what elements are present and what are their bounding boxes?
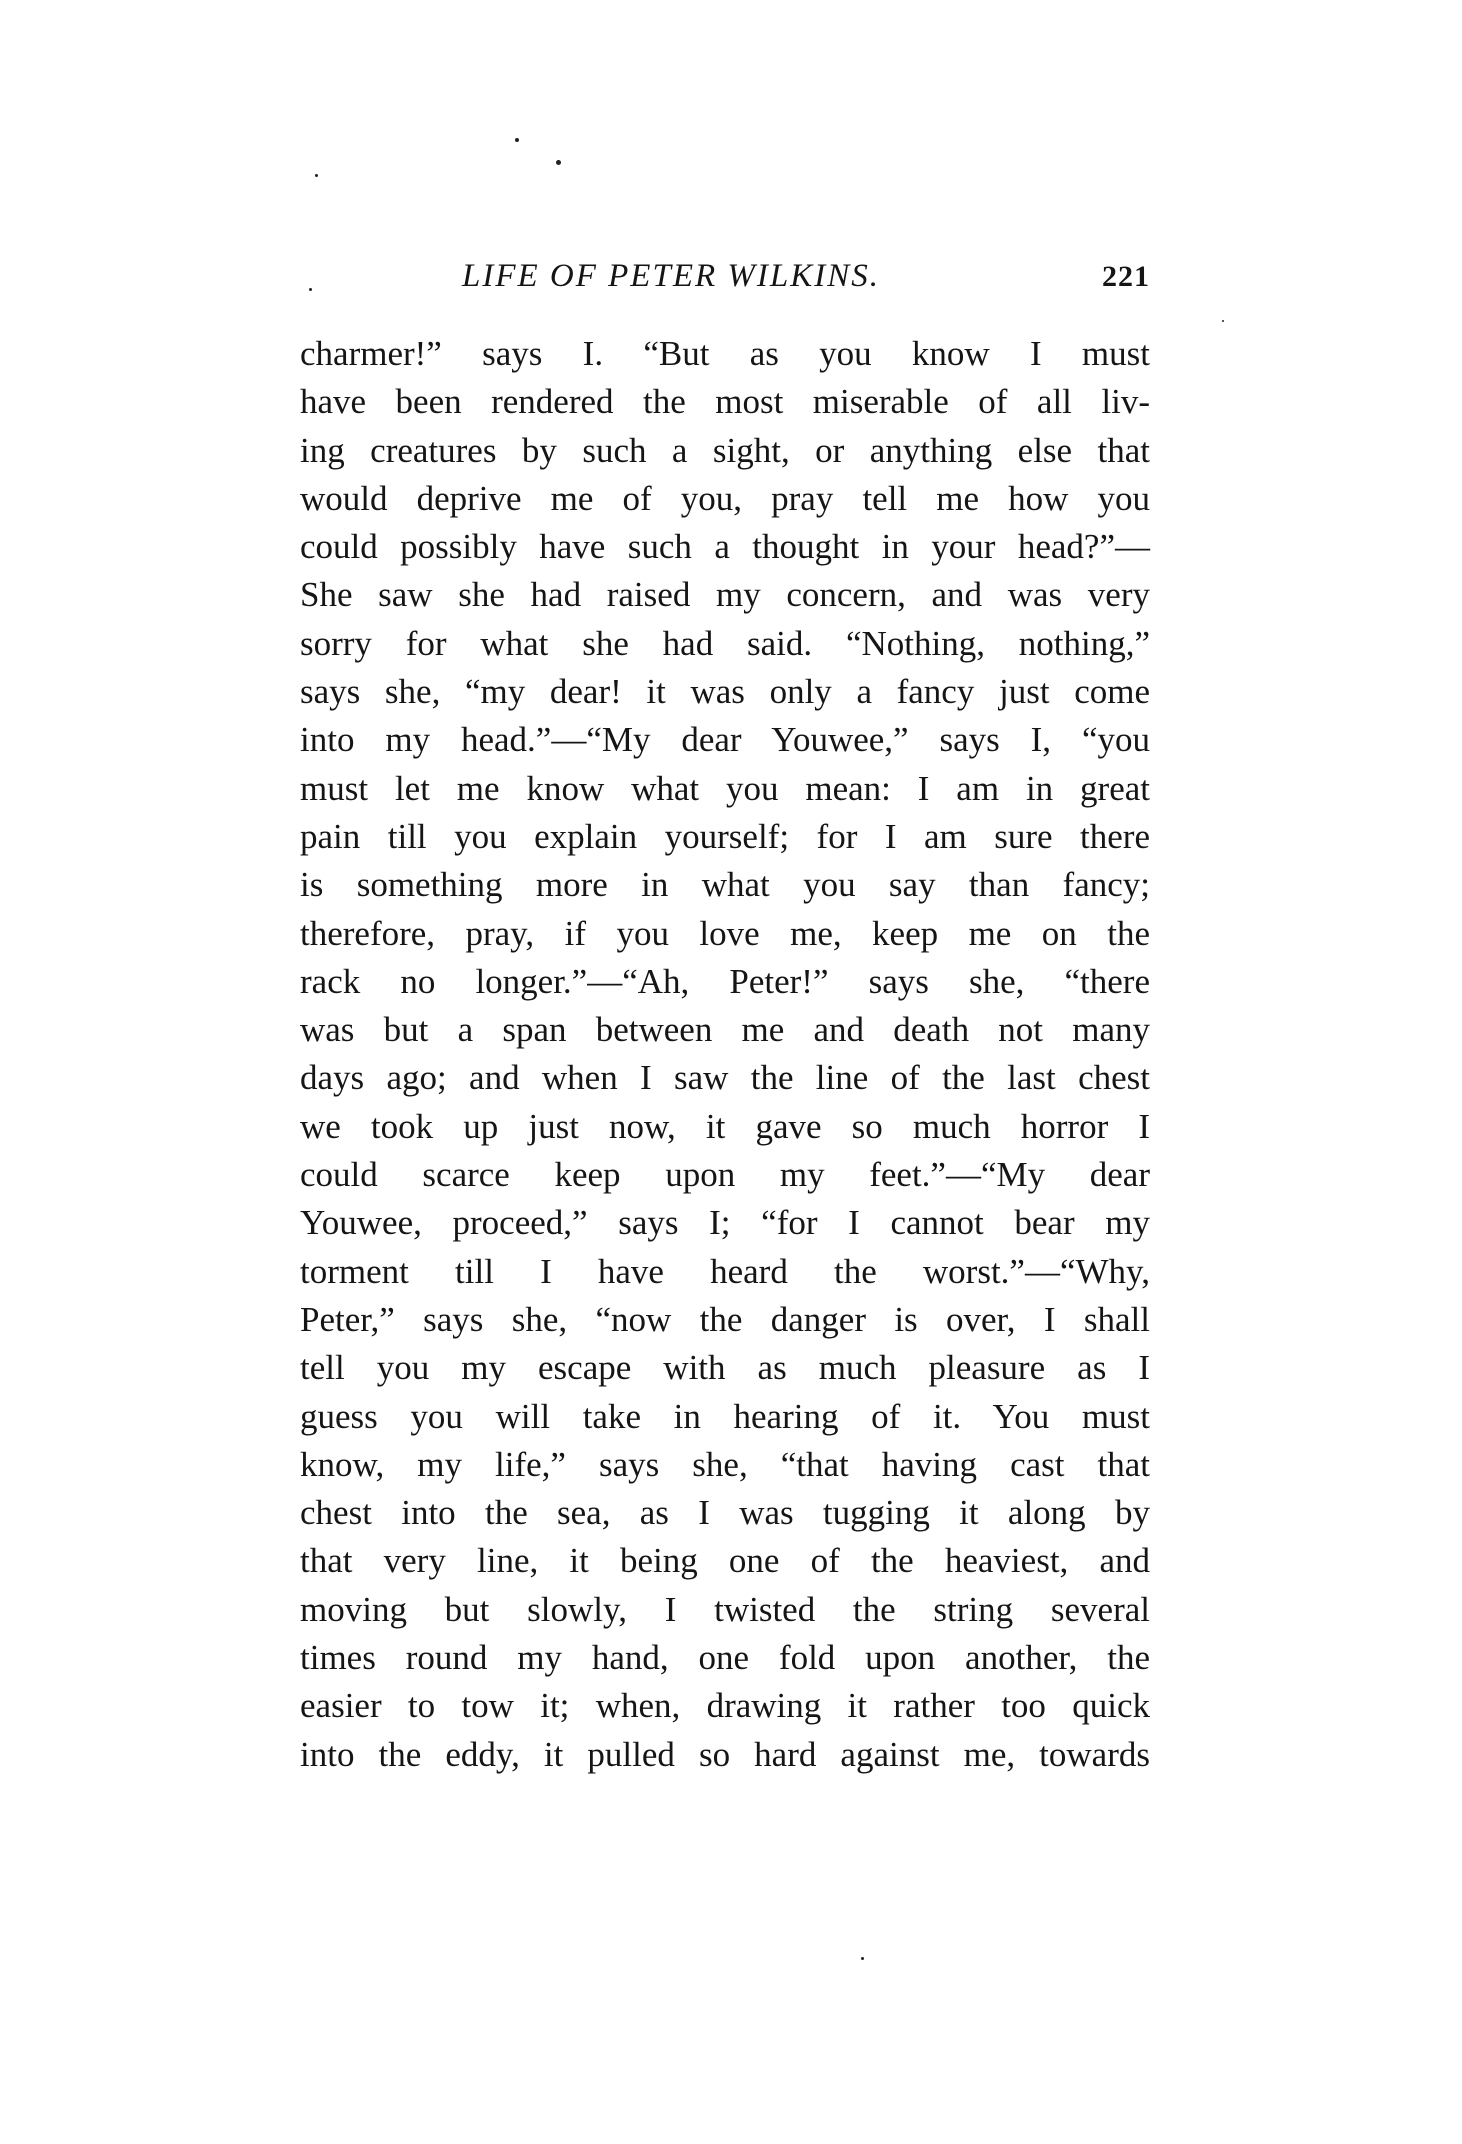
text-line: says she, “my dear! it was only a fancy just come: [300, 672, 1150, 712]
text-line: would deprive me of you, pray tell me how you: [300, 478, 1150, 518]
text-line: have been rendered the most miserable of all liv-: [300, 382, 1150, 422]
text-line: is something more in what you say than fancy;: [300, 865, 1150, 905]
text-line: into the eddy, it pulled so hard against me, towards: [300, 1734, 1150, 1774]
print-speck: [861, 1957, 864, 1960]
text-line: into my head.”—“My dear Youwee,” says I, “you: [300, 720, 1150, 760]
text-line: could possibly have such a thought in your head?”—: [300, 527, 1150, 567]
text-line: Peter,” says she, “now the danger is over, I shall: [300, 1299, 1150, 1339]
text-line: charmer!” says I. “But as you know I must: [300, 334, 1150, 373]
text-line: torment till I have heard the worst.”—“Why,: [300, 1251, 1150, 1291]
text-line: sorry for what she had said. “Nothing, nothing,”: [300, 623, 1150, 663]
text-line: easier to tow it; when, drawing it rather too quick: [300, 1686, 1150, 1726]
text-line: was but a span between me and death not many: [300, 1010, 1150, 1050]
text-line: therefore, pray, if you love me, keep me on the: [300, 913, 1150, 953]
body-text: [300, 330, 1150, 1779]
page-header: [300, 258, 1150, 308]
text-line: guess you will take in hearing of it. You must: [300, 1396, 1150, 1436]
text-line: Youwee, proceed,” says I; “for I cannot bear my: [300, 1203, 1150, 1243]
print-speck: [1222, 320, 1224, 322]
print-speck: [556, 160, 561, 165]
running-title: LIFE OF PETER WILKINS.: [462, 258, 880, 294]
text-line: that very line, it being one of the heaviest, and: [300, 1541, 1150, 1581]
text-line: must let me know what you mean: I am in great: [300, 768, 1150, 808]
page-number: 221: [1102, 260, 1150, 293]
text-line: rack no longer.”—“Ah, Peter!” says she, “there: [300, 961, 1150, 1001]
text-line: we took up just now, it gave so much horror I: [300, 1106, 1150, 1146]
text-line: times round my hand, one fold upon another, the: [300, 1638, 1150, 1678]
text-line: ing creatures by such a sight, or anything else that: [300, 430, 1150, 470]
text-line: pain till you explain yourself; for I am sure there: [300, 816, 1150, 856]
text-line: tell you my escape with as much pleasure as I: [300, 1348, 1150, 1388]
text-line: could scarce keep upon my feet.”—“My dear: [300, 1155, 1150, 1195]
text-line: moving but slowly, I twisted the string several: [300, 1589, 1150, 1629]
text-line: She saw she had raised my concern, and was very: [300, 575, 1150, 615]
text-line: chest into the sea, as I was tugging it along by: [300, 1493, 1150, 1533]
print-speck: [315, 174, 318, 177]
text-line: days ago; and when I saw the line of the last chest: [300, 1058, 1150, 1098]
text-line: know, my life,” says she, “that having cast that: [300, 1444, 1150, 1484]
print-speck: [515, 138, 519, 142]
